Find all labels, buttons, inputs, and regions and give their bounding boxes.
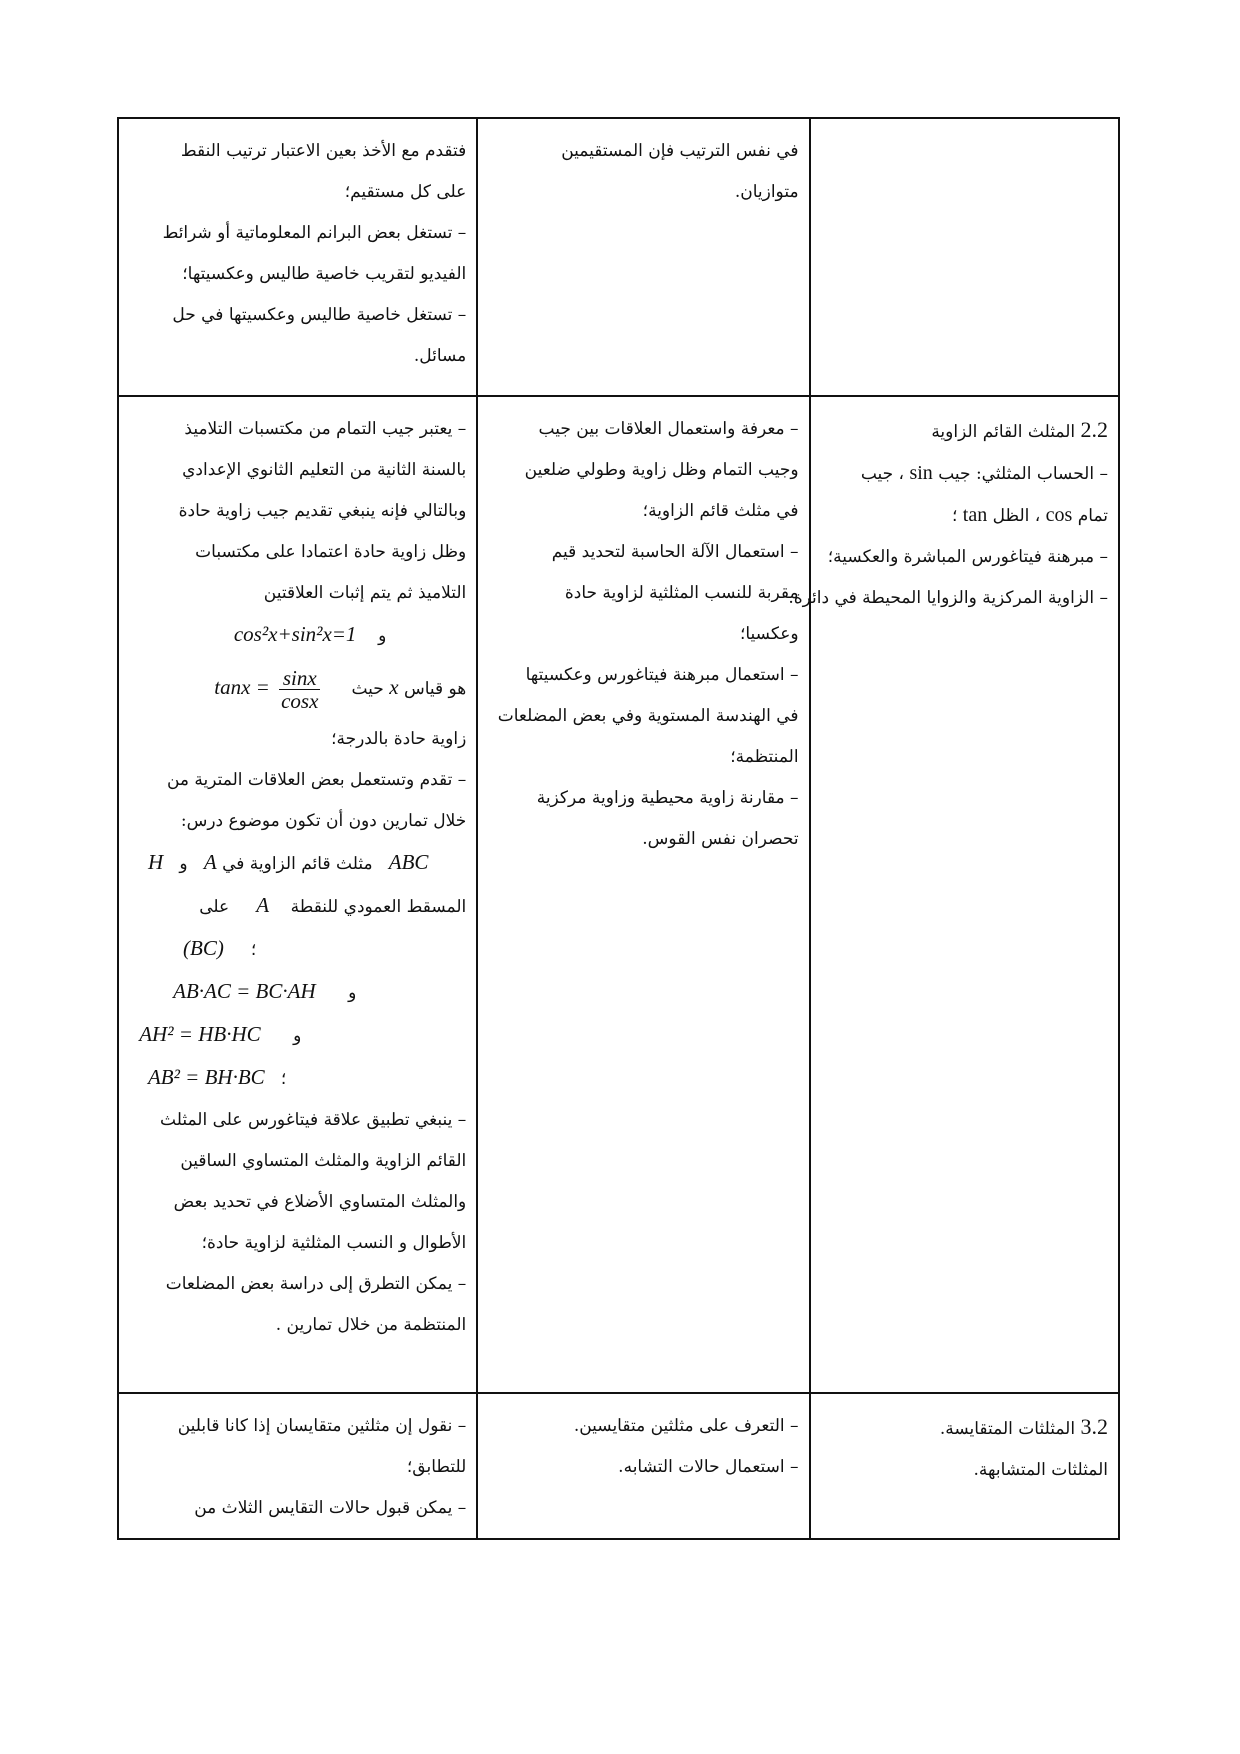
text-line: الفيديو لتقريب خاصية طاليس وعكسيتها؛ [182,264,467,284]
topic-cell [810,1393,1119,1539]
formula-line [129,614,466,657]
and-word: و [179,854,188,874]
text-line: مقربة للنسب المثلثية لزاوية حادة [564,583,799,603]
vertex-a: A [203,850,217,874]
notes-cell [118,118,477,396]
projection-text: المسقط العمودي للنقطة [290,897,467,917]
formula-line [129,657,466,719]
text-line: للتطابق؛ [406,1457,467,1477]
text-line: – يمكن قبول حالات التقايس الثلاث من [194,1498,467,1518]
text-line [129,885,466,928]
fraction-numerator: sinx [279,667,320,690]
objective-cell [477,118,809,396]
text-line: المنتظمة؛ [730,747,799,767]
text-line: – استعمال الآلة الحاسبة لتحديد قيم [551,542,799,562]
table-row [118,1393,1119,1539]
and-word: و [348,983,357,1003]
text-line: الأطوال و النسب المثلثية لزاوية حادة؛ [201,1233,467,1253]
text-line: وعكسيا؛ [739,624,799,644]
triangle-name: ABC [388,850,429,874]
on-text: على [199,897,230,917]
table-row [118,396,1119,1393]
tan-term: tan [962,504,988,526]
text-line: بالسنة الثانية من التعليم الثانوي الإعدادي [182,460,467,480]
formula-line [129,1014,466,1057]
metric-relation-3: AB² = BH·BC [147,1065,265,1089]
text-line: – استعمال مبرهنة فيتاغورس وعكسيتها [525,665,799,685]
text-line: – تستغل بعض البرانم المعلوماتية أو شرائط [162,223,467,243]
text-line: مسائل. [413,346,467,366]
text-line: – ينبغي تطبيق علاقة فيتاغورس على المثلث [160,1110,467,1130]
vertex-h: H [148,850,164,874]
text-line: تحصران نفس القوس. [642,829,799,849]
text-line: التلاميذ ثم يتم إثبات العلاقتين [263,583,467,603]
section-title: المثلثات المتقايسة. [939,1419,1076,1439]
curriculum-table [117,117,1120,1540]
text-line: في مثلث قائم الزاوية؛ [642,501,799,521]
semicolon: ؛ [280,1069,287,1089]
text-line: زاوية حادة بالدرجة؛ [331,729,467,749]
section-title: المثلث القائم الزاوية [931,422,1076,442]
pythagorean-identity: cos²x+sin²x=1 [233,622,357,646]
triangle-line [129,842,466,885]
metric-relation-2: AH² = HB·HC [139,1022,261,1046]
cos-term: cos [1045,504,1073,526]
section-heading [821,409,1108,453]
text-line: – التعرف على مثلثين متقايسين. [573,1416,799,1436]
text-line: فتقدم مع الأخذ بعين الاعتبار ترتيب النقط [180,141,467,161]
and-word: و [293,1026,302,1046]
text-line: – يعتبر جيب التمام من مكتسبات التلاميذ [184,419,467,439]
text-line: على كل مستقيم؛ [344,182,467,202]
objective-cell [477,396,809,1393]
x-variable: x [389,675,399,699]
text-line: خلال تمارين دون أن تكون موضوع درس: [180,811,467,831]
sin-term: sin [909,462,933,484]
text-line: المثلثات المتشابهة. [973,1460,1108,1480]
metric-relation-1: AB·AC = BC·AH [173,979,316,1003]
section-number: 3.2 [1080,1414,1108,1439]
where-text: حيث [351,679,384,699]
text-line: المنتظمة من خلال تمارين . [275,1315,467,1335]
text-line: وبالتالي فإنه ينبغي تقديم جيب زاوية حادة [178,501,467,521]
formula-line [129,928,466,971]
text-line: وجيب التمام وظل زاوية وطولي ضلعين [524,460,799,480]
text-line: في الهندسة المستوية وفي بعض المضلعات [497,706,799,726]
formula-line [129,971,466,1014]
text-line: في نفس الترتيب فإن المستقيمين [561,141,799,161]
table-row [118,118,1119,396]
topic-cell [810,118,1119,396]
text-line: متوازيان. [734,182,799,202]
text-line: تمام cos ، الظل tan ؛ [951,504,1108,526]
line-bc: (BC) [183,936,224,960]
vertex-a: A [256,893,270,917]
text-line: – نقول إن مثلثين متقايسان إذا كانا قابلين [177,1416,467,1436]
text-line: – استعمال حالات التشابه. [618,1457,799,1477]
text-line: – يمكن التطرق إلى دراسة بعض المضلعات [165,1274,467,1294]
measure-text: هو قياس [403,679,467,699]
text-line: والمثلث المتساوي الأضلاع في تحديد بعض [173,1192,467,1212]
text-line: – مبرهنة فيتاغورس المباشرة والعكسية؛ [827,547,1108,567]
section-heading [821,1406,1108,1450]
text-line: وظل زاوية حادة اعتمادا على مكتسبات [195,542,467,562]
triangle-text: مثلث قائم الزاوية في [222,854,373,874]
formula-line [129,1057,466,1100]
semicolon: ؛ [250,940,257,960]
objective-cell [477,1393,809,1539]
and-word: و [378,626,387,646]
tan-formula: tanx = $\frac{\sin x}{\cos x}$ [214,665,319,713]
notes-cell [118,396,477,1393]
text-line: – تقدم وتستعمل بعض العلاقات المترية من [166,770,467,790]
text-line: القائم الزاوية والمثلث المتساوي الساقين [180,1151,467,1171]
text-line: – معرفة واستعمال العلاقات بين جيب [538,419,799,439]
text-line: – الحساب المثلثي: جيب sin ، جيب [860,462,1108,484]
text-line: – مقارنة زاوية محيطية وزاوية مركزية [536,788,799,808]
text-line: – تستغل خاصية طاليس وعكسيتها في حل [172,305,467,325]
topic-cell [788,396,1119,1393]
fraction-denominator: cosx [281,688,319,713]
section-number: 2.2 [1080,417,1108,442]
notes-cell [118,1393,477,1539]
text-line: – الزاوية المركزية والزوايا المحيطة في دائرة. [788,588,1108,608]
fraction [279,667,320,712]
